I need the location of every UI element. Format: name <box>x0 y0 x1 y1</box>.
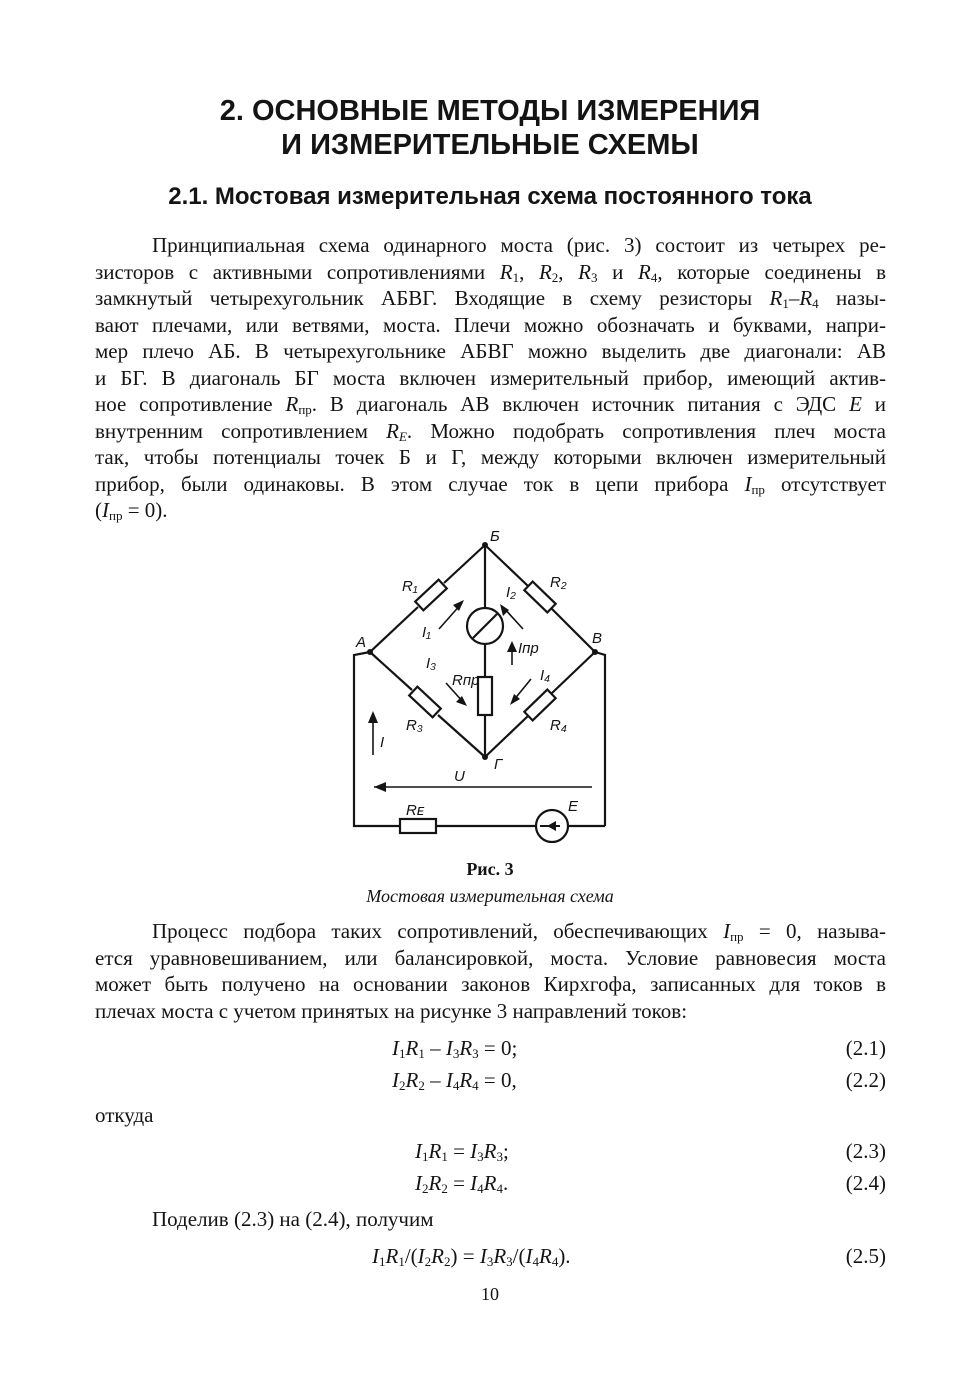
node-a-label: А <box>356 634 367 651</box>
paragraph-line: и БГ. В диагональ БГ моста включен измерительный прибор, имеющий актив- <box>95 365 886 390</box>
equation-number: (2.2) <box>845 1068 886 1092</box>
paragraph-1 <box>95 232 886 524</box>
section-title: 2.1. Мостовая измерительная схема постоянного тока <box>168 183 812 210</box>
paragraph-line: так, чтобы потенциалы точек Б и Г, между которыми включен измерительный <box>95 445 886 469</box>
paragraph-line: замкнутый четырехугольник АБВГ. Входящие в схему резисторы $R_1-R_4$ назы- <box>95 286 886 311</box>
current-i3-label: I₃ <box>426 655 437 672</box>
emf-e-label: E <box>568 798 579 815</box>
current-i4-label: I₄ <box>540 667 551 684</box>
paragraph-line: плечах моста с учетом принятых на рисунке 3 направлений токов: <box>95 998 688 1023</box>
chapter-title-line1: 2. ОСНОВНЫЕ МЕТОДЫ ИЗМЕРЕНИЯ <box>219 95 761 127</box>
paragraph-line: Процесс подбора таких сопротивлений, обеспечивающих $I_{пр} = 0$, называ- <box>152 919 886 944</box>
paragraph-line: вают плечами, или ветвями, моста. Плечи можно обозначать и буквами, напри- <box>95 312 886 337</box>
paragraph-line: внутренним сопротивлением $R_E$. Можно подобрать сопротивления плеч моста <box>95 418 886 444</box>
paragraph-line: прибор, были одинаковы. В этом случае ток в цепи прибора $I_{пр}$ отсутствует <box>95 471 886 497</box>
equation-2-4: $I_2R_2 = I_4R_4$. <box>415 1171 509 1196</box>
equation-2-1: $I_1R_1 - I_3R_3 = 0$; <box>392 1036 518 1061</box>
node-v-label: В <box>592 630 603 647</box>
figure-label: Рис. 3 <box>466 859 514 879</box>
paragraph-line: Принципиальная схема одинарного моста (рис. 3) состоит из четырех ре- <box>152 233 886 257</box>
paragraph-line: мер плечо АБ. В четырехугольнике АБВГ можно выделить две диагонали: АВ <box>95 339 886 363</box>
text-dividing: Поделив (2.3) на (2.4), получим <box>152 1207 434 1231</box>
r1-label: R₁ <box>402 578 418 595</box>
equation-2-3: $I_1R_1 = I_3R_3$; <box>415 1139 509 1164</box>
node-b-label: Б <box>490 528 500 545</box>
text-whence: откуда <box>95 1103 154 1127</box>
equation-number: (2.1) <box>845 1036 886 1060</box>
voltage-u-label: U <box>454 768 465 785</box>
paragraph-line: $(I_{пр} = 0)$. <box>95 498 168 523</box>
rpr-label: Rпр <box>452 672 480 689</box>
r2-label: R₂ <box>550 574 567 591</box>
paragraph-line: ется уравновешиванием, или балансировкой, моста. Условие равновесия моста <box>95 945 886 970</box>
figure-caption: Мостовая измерительная схема <box>366 886 614 906</box>
paragraph-line: может быть получено на основании законов Кирхгофа, записанных для токов в <box>95 972 886 996</box>
page-number: 10 <box>481 1284 499 1304</box>
r4-label: R₄ <box>550 717 567 734</box>
equation-number: (2.3) <box>845 1139 886 1163</box>
current-i2-label: I₂ <box>506 584 516 601</box>
current-ipr-label: Iпр <box>518 640 539 657</box>
equation-2-2: $I_2R_2 - I_4R_4 = 0$, <box>392 1068 517 1093</box>
re-label: Rᴇ <box>406 802 424 819</box>
bridge-circuit-diagram <box>340 525 610 845</box>
current-i1-label: I₁ <box>422 624 431 641</box>
chapter-title-line2: И ИЗМЕРИТЕЛЬНЫЕ СХЕМЫ <box>281 129 699 161</box>
paragraph-2 <box>95 918 886 1024</box>
paragraph-line: ное сопротивление $R_{пр}$. В диагональ АВ включен источник питания с ЭДС E и <box>95 392 886 417</box>
equation-number: (2.5) <box>845 1244 886 1268</box>
r3-label: R₃ <box>406 717 423 734</box>
equation-2-5: $I_1R_1/(I_2R_2) = I_3R_3/(I_4R_4)$. <box>372 1244 571 1269</box>
current-i-label: I <box>380 734 385 751</box>
paragraph-line: зисторов с активными сопротивлениями $R_1$, $R_2$, $R_3$ и $R_4$, которые соединены в <box>95 259 886 285</box>
node-g-label: Г <box>494 756 503 773</box>
equation-number: (2.4) <box>845 1171 886 1195</box>
